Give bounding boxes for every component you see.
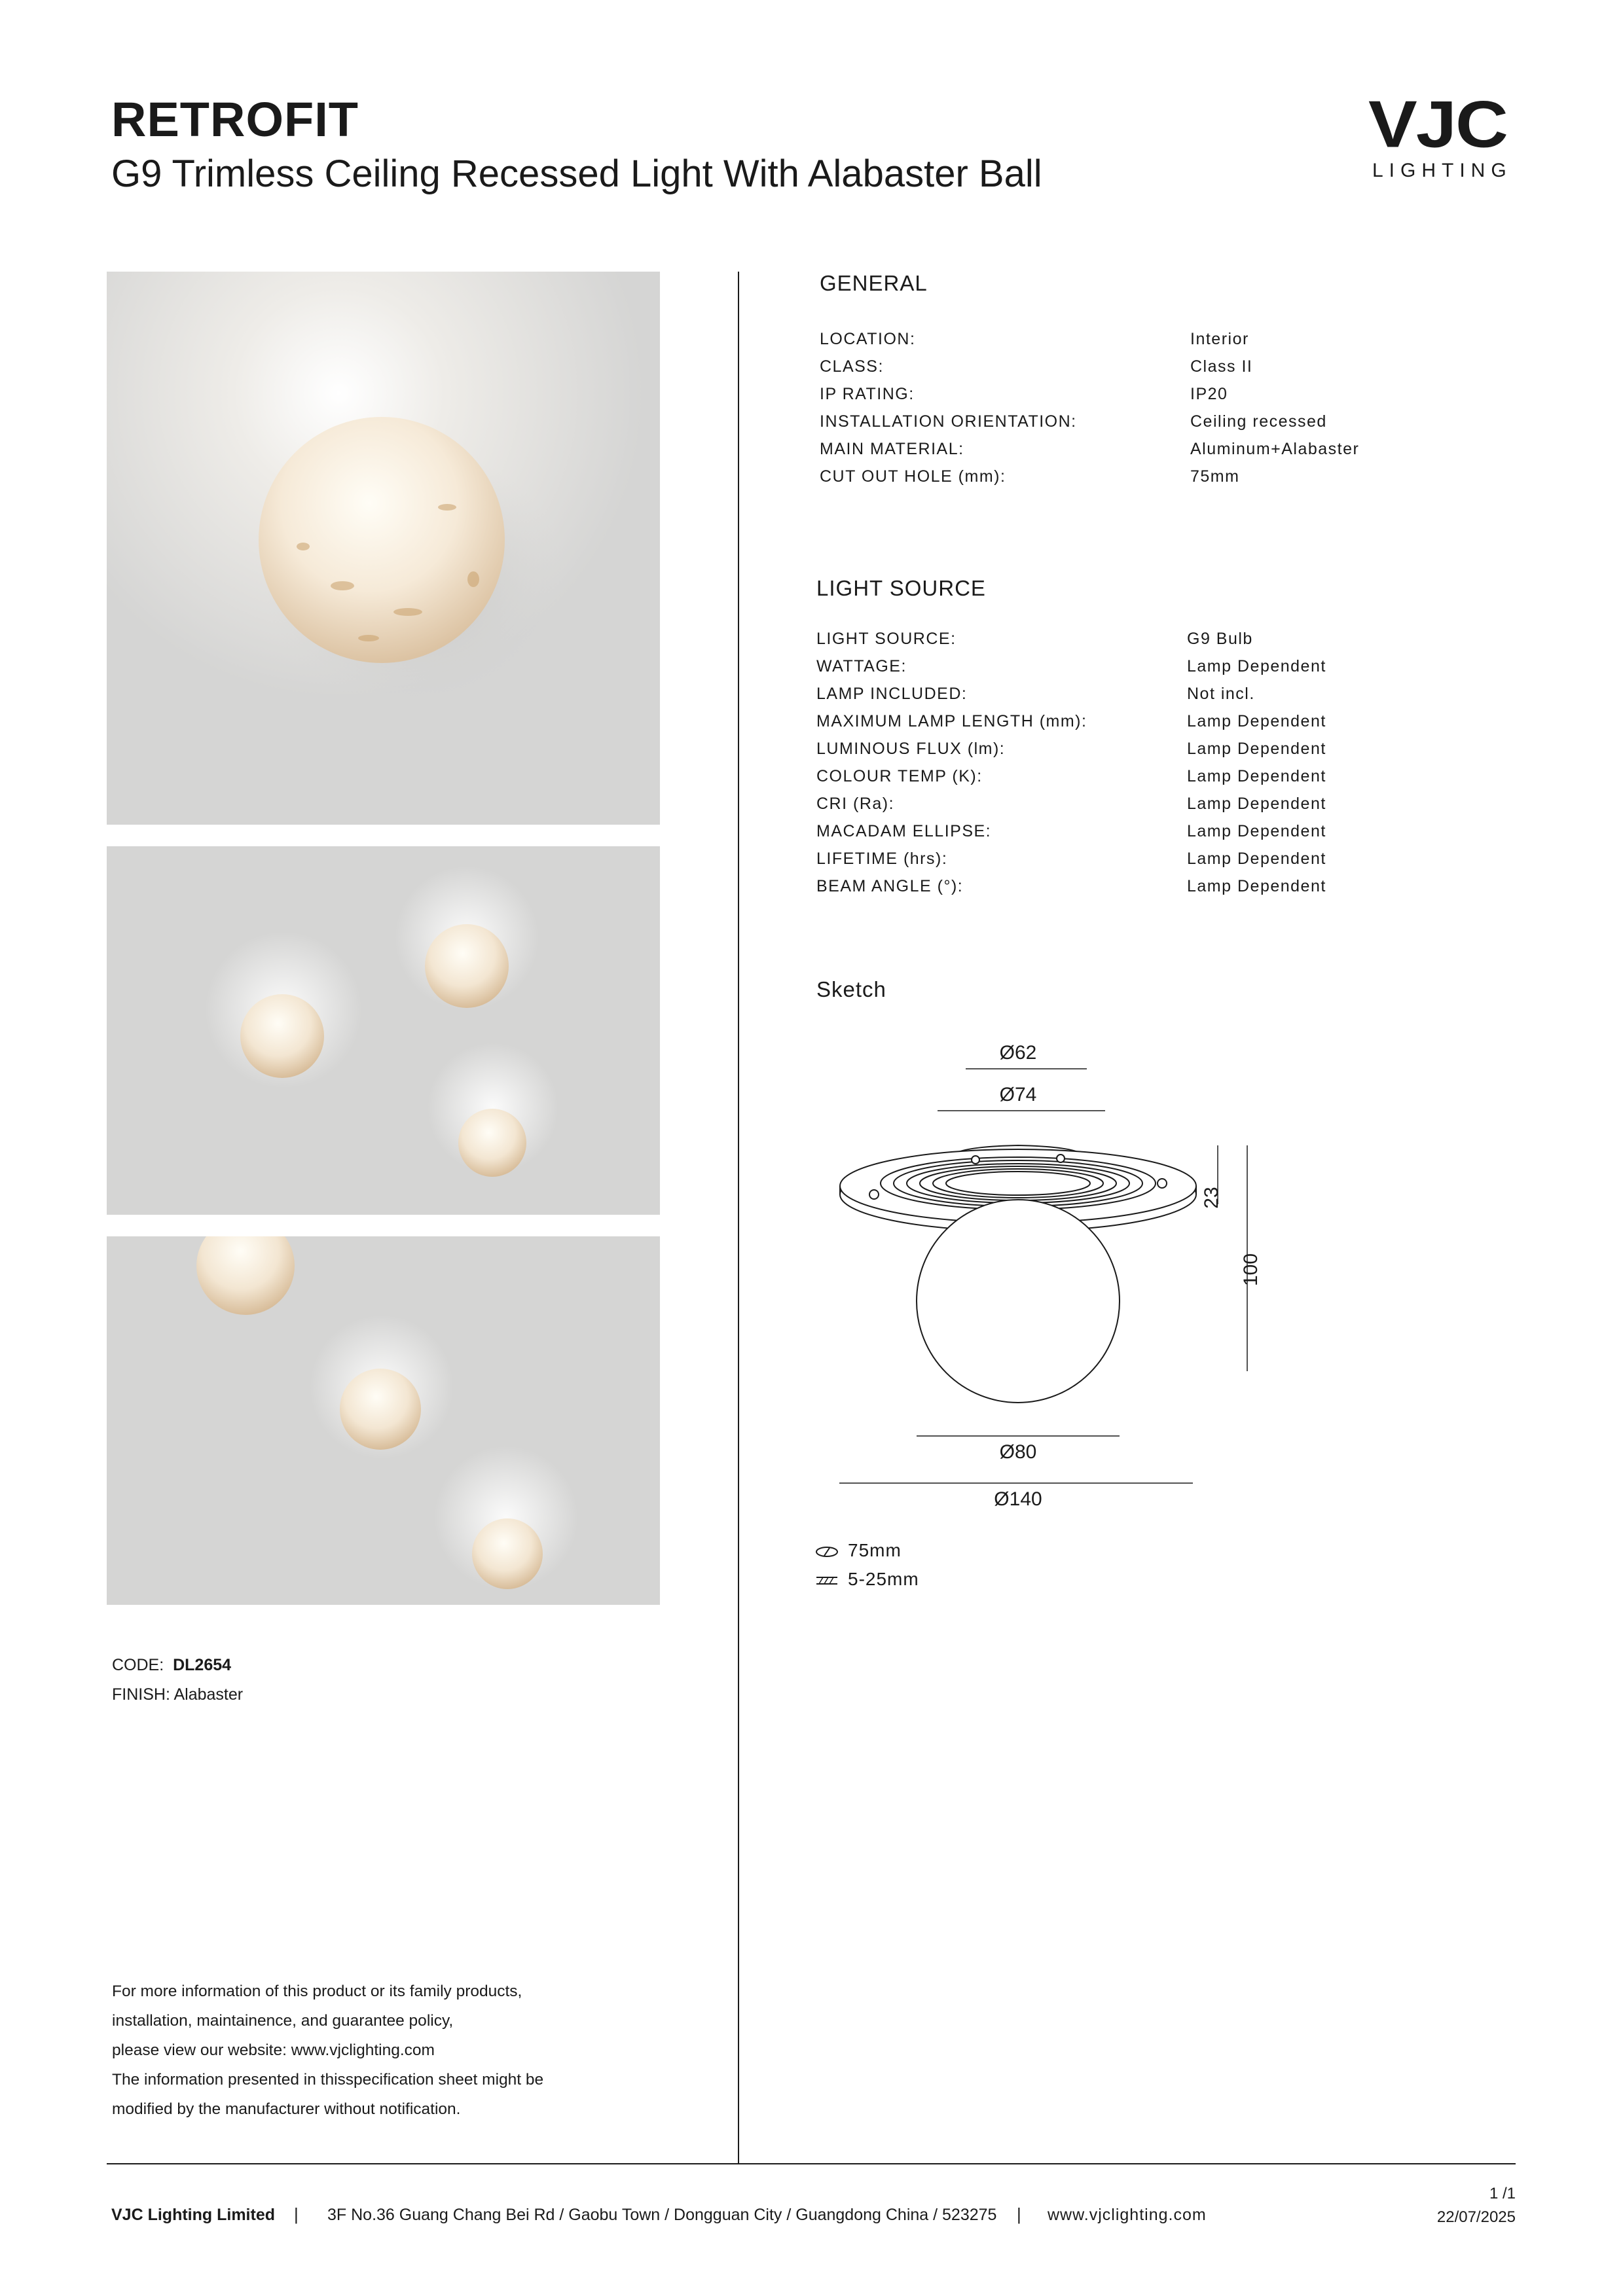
footer-separator: | xyxy=(294,2204,299,2224)
spec-label: LAMP INCLUDED: xyxy=(816,685,968,703)
light-source-heading: LIGHT SOURCE xyxy=(816,576,986,600)
footnote-line: modified by the manufacturer without notification. xyxy=(112,2100,461,2118)
spec-label: LIGHT SOURCE: xyxy=(816,630,957,648)
product-photo-scene xyxy=(107,1236,660,1605)
spec-label: WATTAGE: xyxy=(816,657,907,675)
footer-divider xyxy=(107,2163,1516,2164)
spec-label: LOCATION: xyxy=(820,330,916,348)
product-subtitle: G9 Trimless Ceiling Recessed Light With Alabaster Ball xyxy=(111,152,1042,195)
spec-value: G9 Bulb xyxy=(1187,630,1253,648)
spec-value: Lamp Dependent xyxy=(1187,712,1326,730)
legend-cut-out xyxy=(815,1540,902,1561)
code-label: CODE: xyxy=(112,1656,164,1674)
footnote-line: The information presented in thisspecification sheet might be xyxy=(112,2071,544,2089)
spec-value: Lamp Dependent xyxy=(1187,850,1326,868)
spec-label: MAXIMUM LAMP LENGTH (mm): xyxy=(816,712,1087,730)
spec-value: Class II xyxy=(1190,357,1253,376)
spec-label: CUT OUT HOLE (mm): xyxy=(820,467,1006,486)
spec-value: Lamp Dependent xyxy=(1187,877,1326,895)
product-finish xyxy=(112,1685,243,1704)
brand-logo xyxy=(1368,87,1525,190)
logo-subtext: LIGHTING xyxy=(1372,160,1512,181)
spec-label: COLOUR TEMP (K): xyxy=(816,767,983,785)
footnote-line: installation, maintainence, and guarantee policy, xyxy=(112,2012,454,2030)
column-divider xyxy=(738,272,739,2163)
dim-top-outer: Ø74 xyxy=(999,1084,1037,1105)
cut-out-hole-icon xyxy=(815,1545,839,1558)
code-value: DL2654 xyxy=(173,1656,232,1674)
spec-value: Ceiling recessed xyxy=(1190,412,1327,431)
dim-flange: Ø140 xyxy=(994,1488,1042,1510)
finish-label: FINISH: xyxy=(112,1685,170,1704)
legend-ceiling-thickness-text: 5-25mm xyxy=(848,1569,919,1589)
spec-label: INSTALLATION ORIENTATION: xyxy=(820,412,1077,431)
spec-value: Aluminum+Alabaster xyxy=(1190,440,1360,458)
spec-value: Lamp Dependent xyxy=(1187,822,1326,840)
page-number: 1 /1 xyxy=(1489,2185,1516,2202)
footnote xyxy=(112,1977,543,2124)
spec-label: CRI (Ra): xyxy=(816,795,895,813)
finish-value: Alabaster xyxy=(173,1685,244,1704)
spec-value: Interior xyxy=(1190,330,1249,348)
sketch-heading: Sketch xyxy=(816,977,886,1001)
dim-ball: Ø80 xyxy=(999,1441,1037,1463)
spec-label: BEAM ANGLE (°): xyxy=(816,877,964,895)
footnote-line: please view our website: www.vjclighting.com xyxy=(112,2041,435,2059)
spec-value: Not incl. xyxy=(1187,685,1255,703)
logo-mark: VJC xyxy=(1368,87,1507,162)
spec-label: IP RATING: xyxy=(820,385,915,403)
legend-ceiling-thickness xyxy=(815,1569,919,1590)
spec-value: Lamp Dependent xyxy=(1187,767,1326,785)
dim-top-inner: Ø62 xyxy=(999,1042,1037,1064)
dim-height-total: 100 xyxy=(1240,1253,1262,1287)
ceiling-thickness-icon xyxy=(815,1574,839,1587)
product-photo-group xyxy=(107,846,660,1215)
spec-value: Lamp Dependent xyxy=(1187,795,1326,813)
footnote-line: For more information of this product or its family products, xyxy=(112,1982,522,2000)
footer-separator: | xyxy=(1017,2204,1021,2224)
footer-company: VJC Lighting Limited xyxy=(111,2206,275,2224)
spec-value: Lamp Dependent xyxy=(1187,657,1326,675)
spec-value: Lamp Dependent xyxy=(1187,740,1326,758)
document-date: 22/07/2025 xyxy=(1436,2208,1516,2226)
spec-value: IP20 xyxy=(1190,385,1228,403)
footer-address: 3F No.36 Guang Chang Bei Rd / Gaobu Town / Dongguan City / Guangdong China / 523275 xyxy=(327,2206,997,2224)
product-photo-main xyxy=(107,272,660,825)
spec-label: LUMINOUS FLUX (lm): xyxy=(816,740,1006,758)
dimension-sketch xyxy=(812,1008,1309,1532)
legend-cut-out-text: 75mm xyxy=(848,1540,902,1560)
general-heading: GENERAL xyxy=(820,271,928,295)
spec-value: 75mm xyxy=(1190,467,1240,486)
dim-height-cap: 23 xyxy=(1201,1187,1222,1209)
product-code xyxy=(112,1656,231,1675)
spec-label: CLASS: xyxy=(820,357,884,376)
product-family-title: RETROFIT xyxy=(111,92,359,147)
fixture-drawing xyxy=(840,1145,1196,1403)
spec-label: LIFETIME (hrs): xyxy=(816,850,948,868)
spec-label: MACADAM ELLIPSE: xyxy=(816,822,992,840)
footer-website: www.vjclighting.com xyxy=(1048,2206,1207,2224)
spec-label: MAIN MATERIAL: xyxy=(820,440,964,458)
